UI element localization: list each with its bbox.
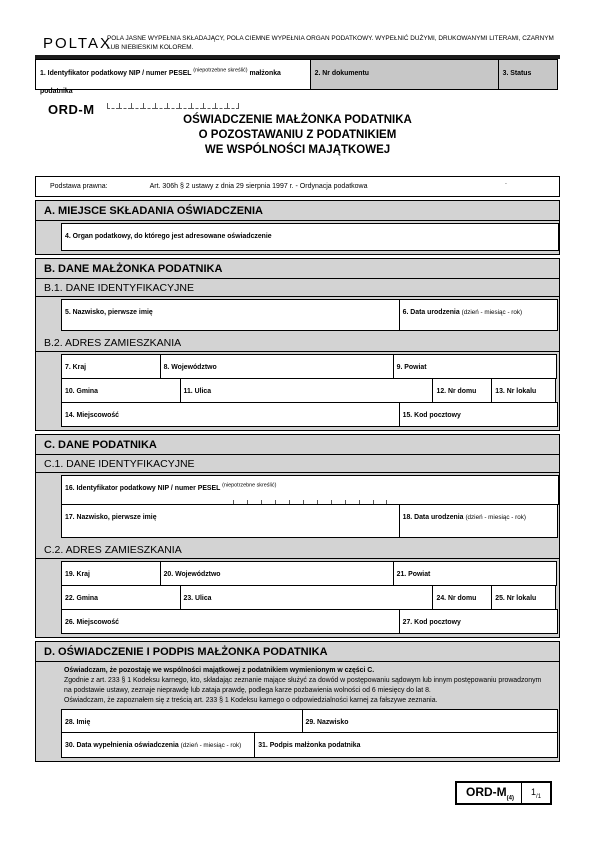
acknowledgement-note: Oświadczam, że zapoznałem się z treścią art. 233 § 1 Kodeksu karnego o odpowiedzialności karnej za fałszywe zeznania. [64,696,438,704]
legal-basis-band [35,176,560,197]
field-27-postal-code[interactable] [399,609,558,634]
field-7-country[interactable] [61,354,161,379]
field-10-label: 10. Gmina [65,387,98,395]
field-20-label: 20. Województwo [163,570,221,578]
title-block [35,102,560,158]
field-13-label: 13. Nr lokalu [495,387,537,395]
field-14-label: 14. Miejscowość [65,411,120,419]
field-8-voivodeship[interactable] [160,354,394,379]
field-24-house-number[interactable] [432,585,492,610]
section-b1-body [36,297,559,334]
section-d [35,641,560,762]
header-row [35,33,560,53]
criminal-code-note: Zgodnie z art. 233 § 1 Kodeksu karnego, kto, składając zeznanie mające służyć za dowód w postępowaniu sądowym lub innym postępowaniu prowadzonym na podstawie ustawy, zeznaje nieprawdę lub zataja prawdę, podlega karze pozbawienia wolności od 6 miesięcy do lat 8. [64,676,542,694]
field-26-label: 26. Miejscowość [65,618,120,626]
field-21-label: 21. Powiat [396,570,431,578]
field-28-label: 28. Imię [65,718,91,726]
field-5-spouse-name[interactable] [61,299,400,331]
footer-code-box [455,781,552,805]
field-2-document-number [310,59,499,90]
section-a [35,200,560,255]
legal-basis-dot: . [505,178,507,186]
section-b2-header: B.2. ADRES ZAMIESZKANIA [36,334,559,352]
ord-m-form [35,33,560,765]
field-18-label: 18. Data urodzenia (dzień - miesiąc - rok) [402,513,526,521]
field-18-taxpayer-birthdate[interactable] [399,504,558,538]
section-c1-header: C.1. DANE IDENTYFIKACYJNE [36,455,559,473]
form-title-line-3: WE WSPÓLNOŚCI MAJĄTKOWEJ [204,143,391,156]
field-5-label: 5. Nazwisko, pierwsze imię [65,308,153,316]
section-b2-body [36,352,559,430]
section-b1-header: B.1. DANE IDENTYFIKACYJNE [36,279,559,297]
field-9-county[interactable] [393,354,557,379]
section-a-body [36,221,559,254]
section-c-header: C. DANE PODATNIKA [36,435,559,455]
field-6-label: 6. Data urodzenia (dzień - miesiąc - rok) [402,308,523,316]
field-8-label: 8. Województwo [163,363,217,371]
field-3-label: 3. Status [502,69,532,77]
field-25-flat-number[interactable] [491,585,556,610]
section-c2-body [36,559,559,637]
field-26-city[interactable] [61,609,400,634]
field-2-label: 2. Nr dokumentu [314,69,369,77]
section-d-header: D. OŚWIADCZENIE I PODPIS MAŁŻONKA PODATNIKA [36,642,559,662]
form-title [35,102,560,158]
field-11-street[interactable] [180,378,434,403]
legal-basis-text: Art. 306h § 2 ustawy z dnia 29 sierpnia 1997 r. - Ordynacja podatkowa [149,182,368,190]
field-15-label: 15. Kod pocztowy [402,411,461,419]
form-code: ORD-M [48,101,95,117]
field-22-label: 22. Gmina [65,594,98,602]
declaration-text [61,664,559,709]
field-9-label: 9. Powiat [396,363,427,371]
field-17-taxpayer-name[interactable] [61,504,400,538]
field-3-status [498,59,558,90]
field-19-label: 19. Kraj [65,570,90,578]
field-7-label: 7. Kraj [65,363,87,371]
fill-instructions: POLA JASNE WYPEŁNIA SKŁADAJĄCY, POLA CIEMNE WYPEŁNIA ORGAN PODATKOWY. WYPEŁNIĆ DUŻYMI, DRUKOWANYMI LITERAMI, CZARNYM LUB NIEBIESKIM KOLOREM. [107,35,554,51]
field-1-strike-hint: (niepotrzebne skreślić) [193,67,248,74]
field-10-commune[interactable] [61,378,181,403]
section-c2-header: C.2. ADRES ZAMIESZKANIA [36,541,559,559]
field-27-label: 27. Kod pocztowy [402,618,461,626]
field-29-label: 29. Nazwisko [305,718,349,726]
field-1-label: 1. Identyfikator podatkowy NIP / numer PESEL $^{(niepotrzebne skreślić)}$ małżonka podatnika [40,67,281,95]
field-31-spouse-signature[interactable] [254,732,558,758]
field-30-fill-date[interactable] [61,732,255,758]
field-13-flat-number[interactable] [491,378,556,403]
field-24-label: 24. Nr domu [436,594,477,602]
section-b-header: B. DANE MAŁŻONKA PODATNIKA [36,259,559,279]
field-6-spouse-birthdate[interactable] [399,299,558,331]
field-12-label: 12. Nr domu [436,387,477,395]
field-12-house-number[interactable] [432,378,492,403]
field-23-label: 23. Ulica [183,594,212,602]
footer-form-code: ORD-$M_{(4)}$ [457,783,522,803]
field-28-first-name[interactable] [61,709,303,733]
section-c1-body [36,473,559,541]
form-title-line-2: O POZOSTAWANIU Z PODATNIKIEM [198,128,397,141]
legal-basis-label: Podstawa prawna: [50,182,108,190]
field-23-street[interactable] [180,585,434,610]
field-19-country[interactable] [61,561,161,586]
field-1-nip-pesel[interactable] [35,59,311,95]
field-17-label: 17. Nazwisko, pierwsze imię [65,513,157,521]
form-title-line-1: OŚWIADCZENIE MAŁŻONKA PODATNIKA [183,113,412,126]
field-21-county[interactable] [393,561,557,586]
field-31-label: 31. Podpis małżonka podatnika [258,741,361,749]
footer-page-number: $1_{/1}$ [531,786,542,800]
field-22-commune[interactable] [61,585,181,610]
top-fields-row [35,55,560,95]
section-c [35,434,560,638]
field-15-postal-code[interactable] [399,402,558,427]
footer-form-code-version: (4) [506,795,515,802]
field-16-taxpayer-nip-pesel[interactable] [61,475,559,505]
declaration-statement: Oświadczam, że pozostaję we wspólności majątkowej z podatnikiem wymienionym w części C. [64,666,375,674]
section-a-header: A. MIEJSCE SKŁADANIA OŚWIADCZENIA [36,201,559,221]
poltax-logo: POLTAX [43,35,112,52]
field-16-label: 16. Identyfikator podatkowy NIP / numer PESEL $^{(niepotrzebne skreślić)}$ [65,482,277,492]
field-29-surname[interactable] [302,709,558,733]
field-25-label: 25. Nr lokalu [495,594,537,602]
field-4-tax-authority[interactable] [61,223,559,251]
field-4-label: 4. Organ podatkowy, do którego jest adresowane oświadczenie [65,232,272,240]
section-d-body [36,662,559,761]
field-16-strike-hint: (niepotrzebne skreślić) [222,482,277,489]
field-30-label: 30. Data wypełnienia oświadczenia (dzień - miesiąc - rok) [65,741,242,749]
field-20-voivodeship[interactable] [160,561,394,586]
field-14-city[interactable] [61,402,400,427]
section-b [35,258,560,431]
field-11-label: 11. Ulica [183,387,212,395]
